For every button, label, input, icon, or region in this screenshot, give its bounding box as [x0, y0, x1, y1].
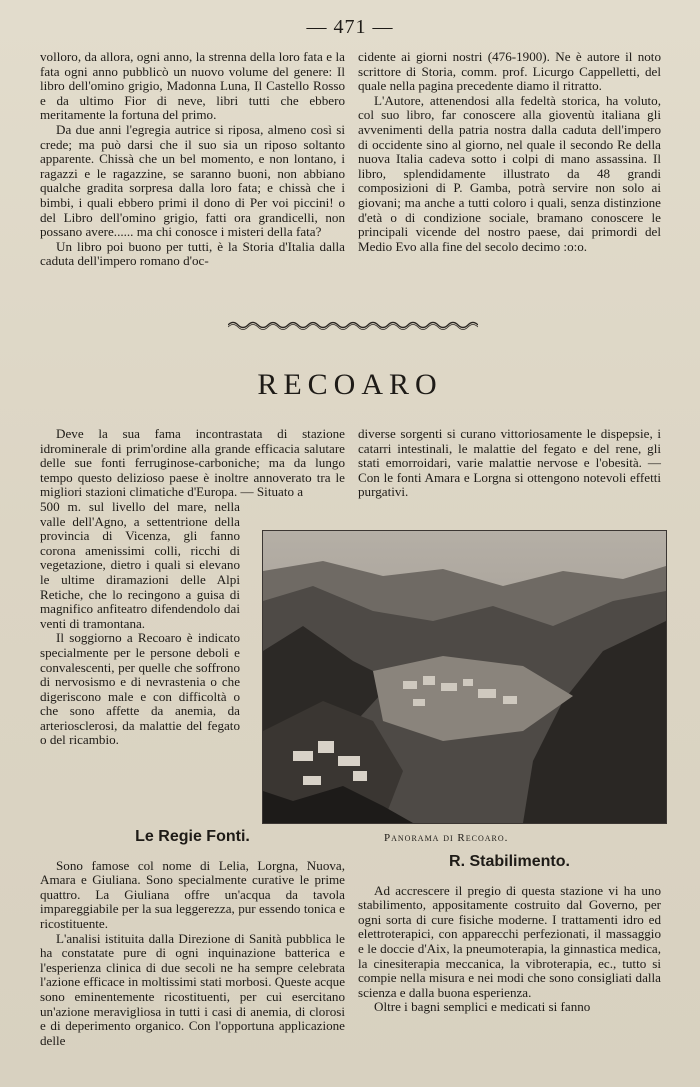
- paragraph: diverse sorgenti si curano vittoriosamente le dispepsie, i catarri intestinali, le malattie del fegato e del rene, gli stati emorroidari, varie malattie nervose e l'obesità. — Con le fonti Amara e Lorgna si ottengono notevoli effetti purgativi.: [358, 426, 661, 500]
- photo-caption: Panorama di Recoaro.: [384, 832, 509, 844]
- paragraph: cidente ai giorni nostri (476-1900). Ne è autore il noto scrittore di Storia, comm. prof. Licurgo Cappelletti, del quale nella pagina precedente diamo il ritratto.: [358, 49, 661, 94]
- stabilimento-section: [358, 855, 661, 1015]
- paragraph: 500 m. sul livello del mare, nella valle dell'Agno, a settentrione della provincia di Vicenza, gli fanno corona amenissimi colli, ricchi di vegetazione, dietro i quali si elevano le ultime diramazioni delle Alpi Retiche, che lo recingono a guisa di magnifico anfiteatro difendendolo dai venti di tramontana.: [40, 498, 240, 631]
- paragraph: L'Autore, attenendosi alla fedeltà storica, ha voluto, col suo libro, far conoscere alla gioventù italiana gli avvenimenti della patria nostra dalla caduta dell'impero di occidente sino al giorno, nel quale il secondo Re della nuova Italia cadeva sotto i colpi di mano assassina. Il libro, splendidamente illustrato da 48 grandi composizioni di P. Gamba, potrà servire non solo ai giovani; ma anche a tutti coloro i quali, senza distinzione d'età o di condizione sociale, bramano conoscere le principali vicende del nostro paese, dai primordi del Medio Evo alla fine del secolo decimo :o:o.: [358, 92, 661, 254]
- paragraph: volloro, da allora, ogni anno, la strenna della loro fata e la fata ogni anno pubblicò un nuovo volume del genere: Il libro dell'omino grigio, Madonna Luna, Il Castello Rosso e da ultimo Fior di neve, libri tutti che ebbero meritamente la fortuna del primo.: [40, 49, 345, 123]
- paragraph: Oltre i bagni semplici e medicati si fanno: [374, 999, 591, 1015]
- ornamental-divider: [228, 318, 478, 332]
- fonti-section: [40, 818, 345, 1048]
- recoaro-panorama-photo: [262, 530, 667, 824]
- paragraph: Da due anni l'egregia autrice si riposa, almeno così si crede; ma può darsi che il suo sia un riposo soltanto apparente. Chissà che un bel momento, e non lontano, i ragazzi e le ragazzine, se saranno buoni, non abbiano qualche gradita sorpresa dalla loro fata; e chissà che i bimbi, i quali ebbero primi il dono di Per voi piccini! o del Libro dell'omino grigio, fatti ora grandicelli, non possano avere...... ma chi conosce i misteri della fata?: [40, 121, 345, 240]
- section-heading: Le Regie Fonti.: [135, 828, 250, 845]
- paragraph: L'analisi istituita dalla Direzione di Sanità pubblica le ha constatate pure di ogni inquinazione batterica e l'esperienza clinica di due secoli ne ha sempre celebrata l'azione efficace in moltissimi stati morbosi. Queste acque sono eminentemente ricostituenti, per cui esercitano un'azione meravigliosa in tutti i casi di anemia, di clorosi e di deperimento organico. Con l'opportuna applicazione delle: [40, 930, 345, 1048]
- paragraph: Un libro poi buono per tutti, è la Storia d'Italia dalla caduta dell'impero romano d'oc-: [40, 238, 345, 269]
- page-number: — 471 —: [306, 16, 394, 38]
- intro-right-column: [358, 427, 661, 500]
- landscape-image: [263, 531, 666, 823]
- article-title: RECOARO: [257, 368, 443, 401]
- paragraph: Il soggiorno a Recoaro è indicato specialmente per le persone deboli e convalescenti, per quelle che soffrono di nervosismo e di nevrastenia o che digeriscono male e con difficoltà o che sono affette da anemia, da arteriosclerosi, da malattie del fegato o del ricambio.: [40, 630, 240, 748]
- top-left-column: [40, 50, 345, 269]
- narrow-text-block: [40, 500, 240, 748]
- paragraph: Deve la sua fama incontrastata di stazione idrominerale di prim'ordine alla grande efficacia salutare delle sue fonti ferruginose-carboniche; ma da lungo tempo questo delizioso paese è inoltre annoverato tra le migliori stazioni climatiche d'Europa. — Situato a: [40, 426, 345, 500]
- paragraph: Ad accrescere il pregio di questa stazione vi ha uno stabilimento, appositamente costruito dal Governo, per ogni sorta di cure fisiche moderne. I trattamenti idro ed elettroterapici, con apparecchi perfezionati, il massaggio e le doccie d'Aix, la pneumoterapia, la ginnastica medica, la cinesiterapia meccanica, la vibroterapia, ec., tutto si compie nella misura e nei modi che sono consigliati dalla scienza e dalla buona esperienza.: [358, 882, 661, 1000]
- paragraph: Sono famose col nome di Lelia, Lorgna, Nuova, Amara e Giuliana. Sono specialmente curative le prime quattro. La Giuliana offre un'acqua da tavola impareggiabile per la sua leggerezza, pur essendo tonica e ricostituente.: [40, 857, 345, 931]
- section-heading: R. Stabilimento.: [449, 853, 570, 870]
- top-right-column: [358, 50, 661, 254]
